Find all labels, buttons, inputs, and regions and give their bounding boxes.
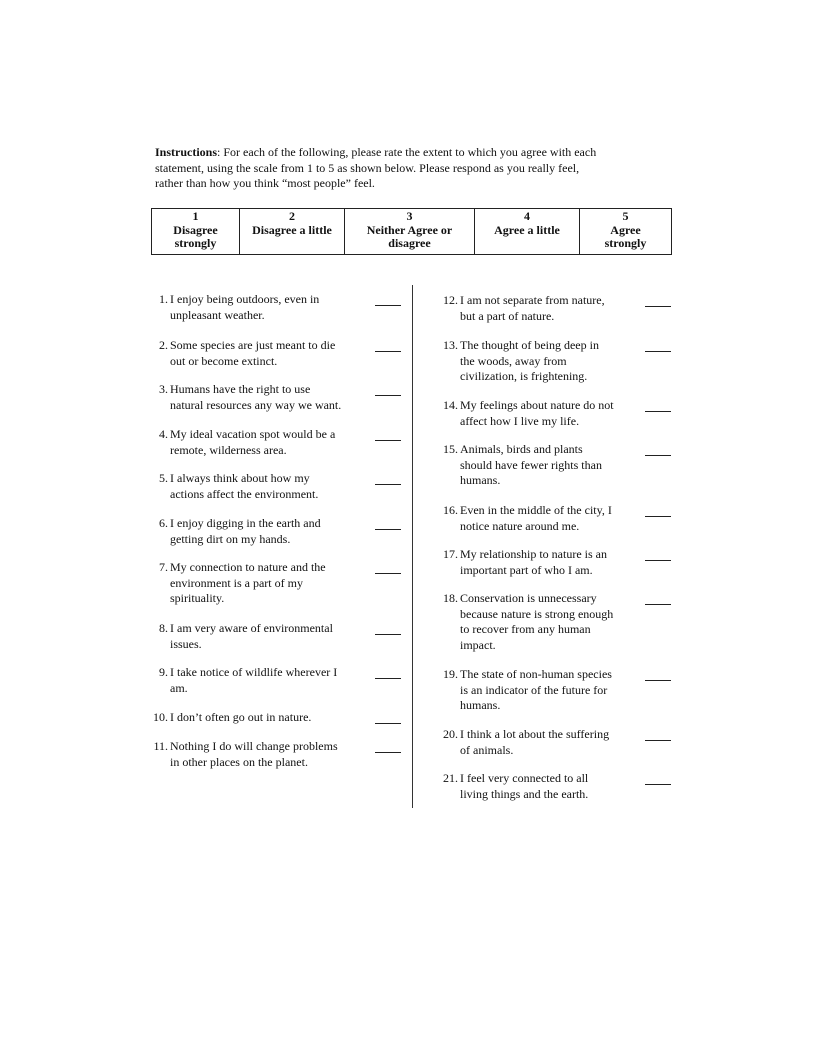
question-text-line: civilization, is frightening. <box>460 369 588 383</box>
scale-number: 1 <box>192 209 199 223</box>
scale-cell-2 <box>240 209 345 255</box>
question-text-line: should have fewer rights than <box>460 457 602 472</box>
question-text <box>170 292 375 323</box>
question-text-line: am. <box>170 680 188 695</box>
question-text <box>170 516 375 547</box>
question-number: 12. <box>443 293 458 307</box>
question-text-line: is an indicator of the future for <box>460 682 608 697</box>
scale-cell-5 <box>580 209 672 255</box>
answer-blank-field[interactable] <box>645 784 671 785</box>
answer-blank-field[interactable] <box>645 604 671 605</box>
question-text-line: humans. <box>460 698 501 712</box>
rating-scale-table <box>151 208 672 255</box>
question-text-line: spirituality. <box>170 591 225 605</box>
question-text-line: Animals, birds and plants <box>460 442 583 456</box>
question-text <box>460 503 640 534</box>
question-text-line: Some species are just meant to die <box>170 338 336 352</box>
question-text <box>460 771 640 802</box>
question-text <box>460 727 640 758</box>
question-text-line: My relationship to nature is an <box>460 547 607 561</box>
answer-blank-field[interactable] <box>375 678 401 679</box>
scale-label: Agree a little <box>494 222 560 237</box>
question-number: 17. <box>443 547 458 561</box>
scale-label: strongly <box>604 236 647 250</box>
answer-blank-field[interactable] <box>645 516 671 517</box>
answer-blank-field[interactable] <box>375 351 401 352</box>
question-text-line: Conservation is unnecessary <box>460 591 597 605</box>
question-text-line: important part of who I am. <box>460 562 593 577</box>
question-text-line: The thought of being deep in <box>460 338 599 352</box>
question-text-line: out or become extinct. <box>170 353 278 368</box>
question-text-line: of animals. <box>460 742 514 757</box>
question-text-line: environment is a part of my <box>170 575 303 590</box>
question-text-line: natural resources any way we want. <box>170 397 342 412</box>
scale-number: 5 <box>622 209 629 223</box>
question-text-line: living things and the earth. <box>460 786 589 801</box>
answer-blank-field[interactable] <box>375 305 401 306</box>
answer-blank-field[interactable] <box>375 723 401 724</box>
question-number: 4. <box>159 427 168 441</box>
question-text <box>170 382 375 413</box>
question-number: 2. <box>159 338 168 352</box>
question-text <box>170 621 375 652</box>
question-text-line: actions affect the environment. <box>170 486 319 501</box>
question-text <box>170 560 375 607</box>
question-text-line: issues. <box>170 636 202 651</box>
question-number: 14. <box>443 398 458 412</box>
scale-cell-1 <box>152 209 240 255</box>
question-text-line: I enjoy being outdoors, even in <box>170 292 320 306</box>
question-number: 8. <box>159 621 168 635</box>
question-number: 19. <box>443 667 458 681</box>
scale-label: Disagree a little <box>252 222 332 237</box>
instructions-line-3: rather than how you think “most people” feel. <box>155 176 375 190</box>
answer-blank-field[interactable] <box>375 752 401 753</box>
answer-blank-field[interactable] <box>645 560 671 561</box>
answer-blank-field[interactable] <box>375 529 401 530</box>
question-text <box>460 591 640 653</box>
question-number: 13. <box>443 338 458 352</box>
question-number: 10. <box>153 710 168 724</box>
scale-label: Agree <box>610 222 641 237</box>
question-text <box>460 338 640 385</box>
question-text-line: I think a lot about the suffering <box>460 727 610 741</box>
question-text <box>460 667 640 714</box>
answer-blank-field[interactable] <box>645 740 671 741</box>
question-text-line: impact. <box>460 637 496 652</box>
answer-blank-field[interactable] <box>645 351 671 352</box>
question-text-line: getting dirt on my hands. <box>170 531 291 546</box>
question-text <box>170 427 375 458</box>
question-text <box>460 293 640 324</box>
question-text-line: I always think about how my <box>170 471 310 485</box>
question-text-line: notice nature around me. <box>460 518 580 533</box>
answer-blank-field[interactable] <box>645 411 671 412</box>
question-text <box>460 398 640 429</box>
scale-number: 3 <box>406 209 413 223</box>
question-text-line: affect how I live my life. <box>460 413 580 428</box>
question-text-line: the woods, away from <box>460 353 567 368</box>
question-text-line: in other places on the planet. <box>170 754 308 769</box>
question-text-line: I don’t often go out in nature. <box>170 710 312 724</box>
answer-blank-field[interactable] <box>645 455 671 456</box>
question-text-line: unpleasant weather. <box>170 307 265 322</box>
question-text <box>170 665 375 696</box>
scale-label: disagree <box>388 236 431 250</box>
question-text-line: I take notice of wildlife wherever I <box>170 665 338 679</box>
scale-label: strongly <box>174 236 217 250</box>
question-number: 18. <box>443 591 458 605</box>
question-number: 9. <box>159 665 168 679</box>
question-number: 1. <box>159 292 168 306</box>
question-text-line: My feelings about nature do not <box>460 398 614 412</box>
question-text <box>170 338 375 369</box>
question-number: 6. <box>159 516 168 530</box>
answer-blank-field[interactable] <box>375 440 401 441</box>
question-number: 20. <box>443 727 458 741</box>
answer-blank-field[interactable] <box>375 484 401 485</box>
question-text-line: The state of non-human species <box>460 667 612 681</box>
question-text <box>460 442 640 489</box>
question-number: 21. <box>443 771 458 785</box>
answer-blank-field[interactable] <box>645 306 671 307</box>
instructions-line-1: : For each of the following, please rate the extent to which you agree with each <box>217 145 597 159</box>
column-divider <box>412 285 413 808</box>
answer-blank-field[interactable] <box>375 634 401 635</box>
answer-blank-field[interactable] <box>375 573 401 574</box>
question-number: 7. <box>159 560 168 574</box>
scale-label: Neither Agree or <box>366 222 453 237</box>
rating-scale-row <box>152 209 672 255</box>
question-text-line: My ideal vacation spot would be a <box>170 427 336 441</box>
question-text-line: Nothing I do will change problems <box>170 739 338 753</box>
question-text-line: to recover from any human <box>460 622 591 636</box>
question-number: 16. <box>443 503 458 517</box>
question-text <box>170 471 375 502</box>
question-text-line: My connection to nature and the <box>170 560 326 574</box>
scale-number: 2 <box>289 209 295 223</box>
question-text-line: Even in the middle of the city, I <box>460 503 612 517</box>
instructions-line-2: statement, using the scale from 1 to 5 as shown below. Please respond as you really feel, <box>155 160 580 175</box>
question-text <box>170 739 375 770</box>
question-text-line: I feel very connected to all <box>460 771 589 785</box>
question-number: 5. <box>159 471 168 485</box>
question-number: 3. <box>159 382 168 396</box>
scale-label: Disagree <box>173 222 218 237</box>
question-text-line: I enjoy digging in the earth and <box>170 516 321 530</box>
answer-blank-field[interactable] <box>375 395 401 396</box>
question-text-line: I am not separate from nature, <box>460 293 605 307</box>
answer-blank-field[interactable] <box>645 680 671 681</box>
scale-number: 4 <box>524 209 530 223</box>
question-text-line: but a part of nature. <box>460 308 555 323</box>
question-text-line: Humans have the right to use <box>170 382 311 396</box>
question-number: 15. <box>443 442 458 456</box>
question-text-line: remote, wilderness area. <box>170 442 287 457</box>
question-text <box>170 710 375 726</box>
question-text-line: I am very aware of environmental <box>170 621 333 635</box>
question-text-line: humans. <box>460 473 501 487</box>
scale-cell-3 <box>345 209 475 255</box>
question-text-line: because nature is strong enough <box>460 606 614 621</box>
question-text <box>460 547 640 578</box>
instructions-lead: Instructions <box>155 145 218 159</box>
instructions <box>155 145 675 192</box>
question-number: 11. <box>153 739 168 753</box>
scale-cell-4 <box>475 209 580 255</box>
